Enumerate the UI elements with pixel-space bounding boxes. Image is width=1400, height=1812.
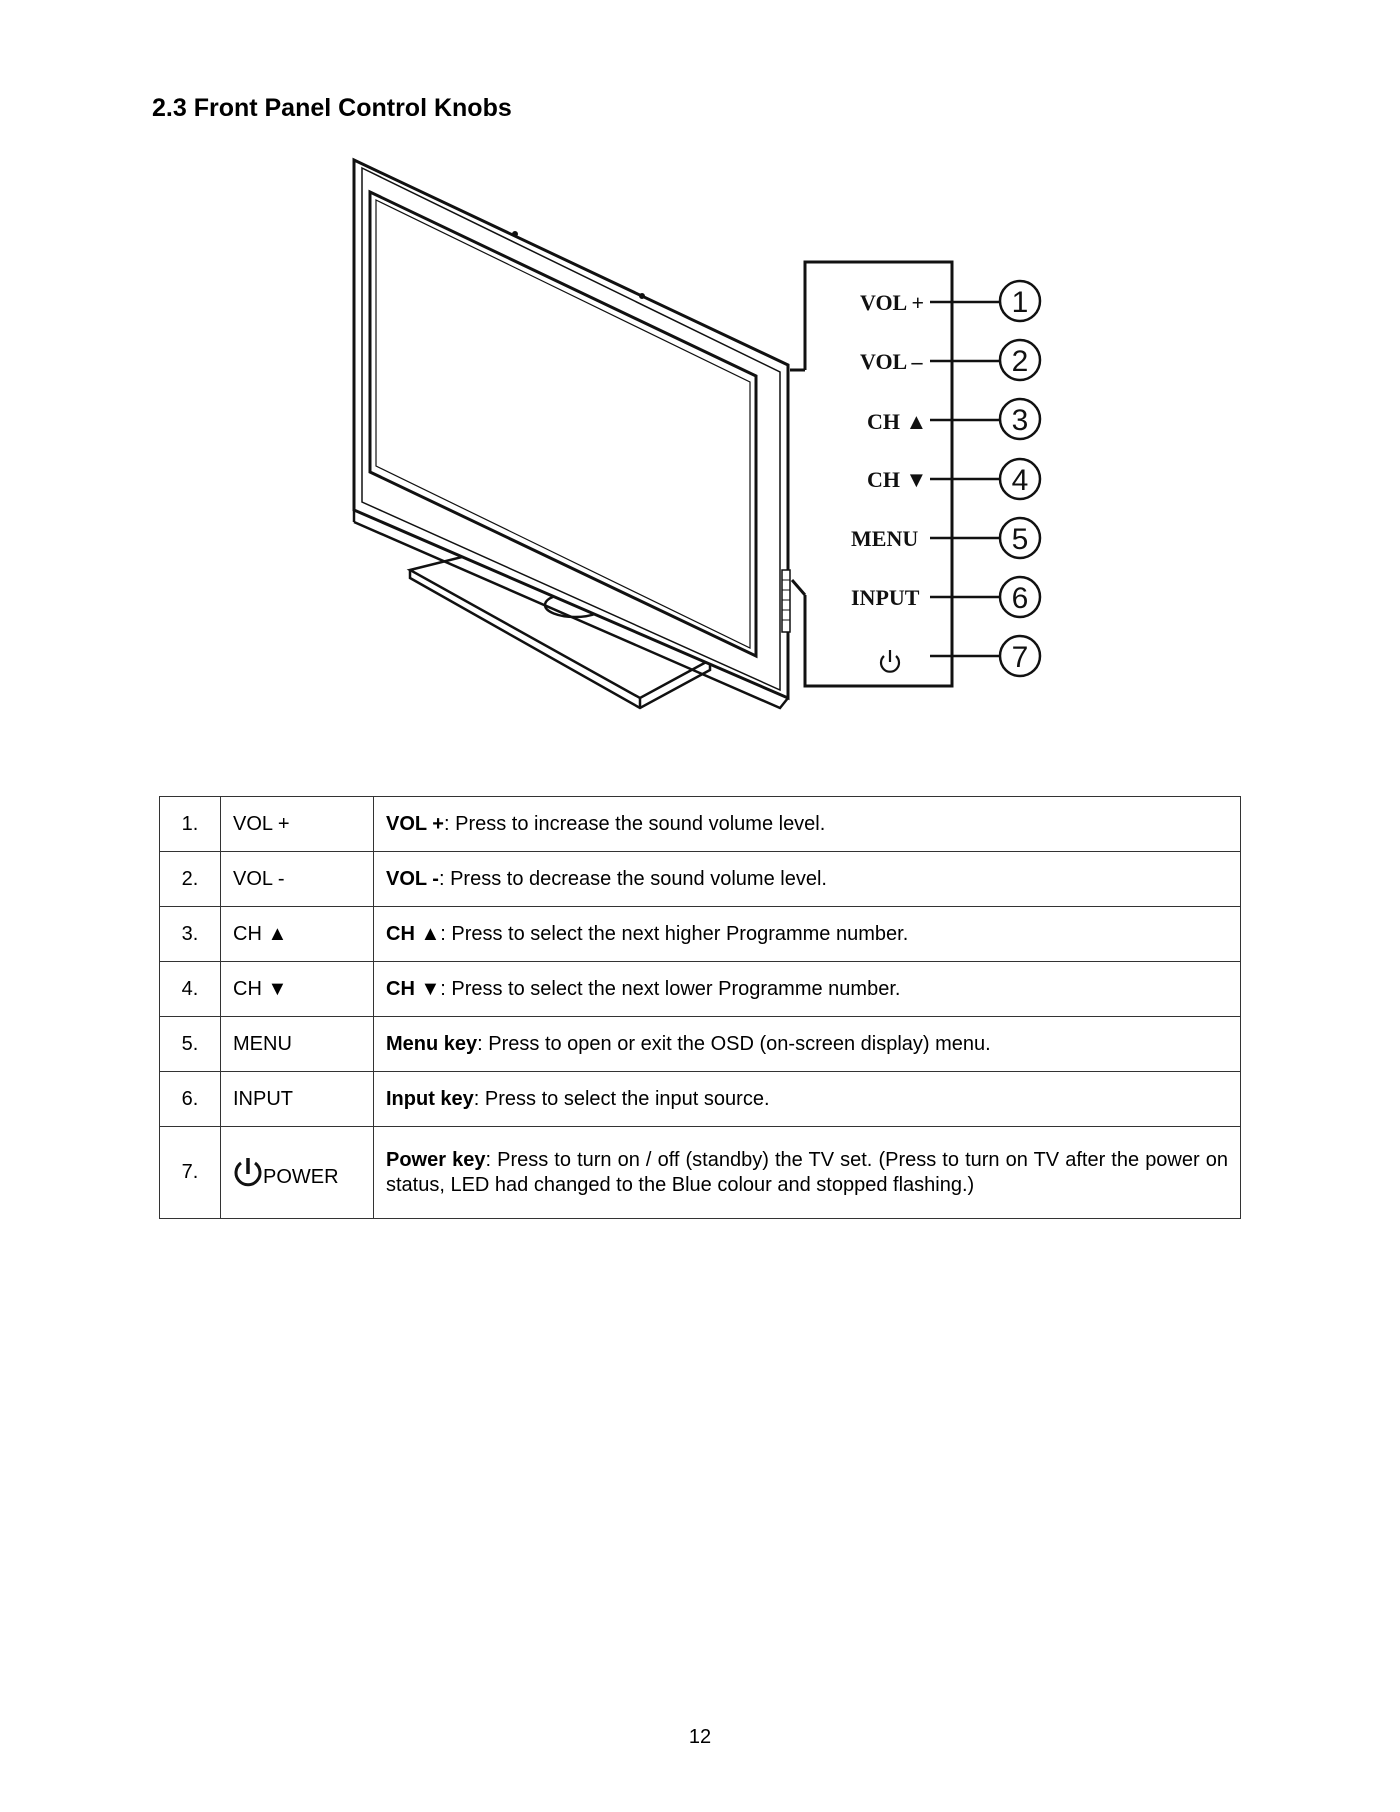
description-key: CH ▲ bbox=[386, 922, 441, 945]
callout-3: 3 bbox=[1011, 404, 1029, 437]
panel-label-vol-plus: VOL + bbox=[860, 290, 925, 315]
panel-label-input: INPUT bbox=[851, 585, 920, 610]
row-key: MENU bbox=[221, 1017, 374, 1072]
table-row bbox=[160, 797, 1241, 852]
page-title: 2.3 Front Panel Control Knobs bbox=[152, 94, 512, 122]
description-text: : Press to select the next lower Programme number. bbox=[440, 977, 901, 1000]
row-description bbox=[374, 1127, 1241, 1219]
row-description bbox=[374, 1017, 1241, 1072]
panel-label-menu: MENU bbox=[851, 526, 919, 551]
panel-power-icon bbox=[881, 650, 899, 672]
row-number: 4. bbox=[160, 962, 221, 1017]
description-text: : Press to select the next higher Programme number. bbox=[440, 922, 909, 945]
callout-6: 6 bbox=[1011, 582, 1029, 615]
description-key: VOL - bbox=[386, 867, 439, 890]
description-key: CH ▼ bbox=[386, 977, 441, 1000]
description-key: Menu key bbox=[386, 1032, 478, 1055]
description-key: Input key bbox=[386, 1087, 474, 1110]
table-row bbox=[160, 907, 1241, 962]
callout-7: 7 bbox=[1011, 641, 1029, 674]
table-row bbox=[160, 1017, 1241, 1072]
row-key: VOL - bbox=[221, 852, 374, 907]
callout-1: 1 bbox=[1011, 286, 1029, 319]
description-key: Power key bbox=[386, 1148, 486, 1171]
row-description bbox=[374, 907, 1241, 962]
callout-4: 4 bbox=[1011, 464, 1029, 497]
row-key: CH ▼ bbox=[221, 962, 374, 1017]
callout-5: 5 bbox=[1011, 523, 1029, 556]
row-description bbox=[374, 852, 1241, 907]
description-text: : Press to decrease the sound volume level. bbox=[438, 867, 827, 890]
panel-label-vol-minus: VOL – bbox=[860, 349, 923, 374]
page-number: 12 bbox=[688, 1726, 712, 1748]
callout-leaders bbox=[930, 302, 999, 656]
row-number: 5. bbox=[160, 1017, 221, 1072]
tv-front-panel-figure bbox=[340, 150, 1070, 710]
row-key: INPUT bbox=[221, 1072, 374, 1127]
row-number: 7. bbox=[160, 1127, 221, 1219]
row-description bbox=[374, 962, 1241, 1017]
description-key: VOL + bbox=[386, 812, 444, 835]
row-key: CH ▲ bbox=[221, 907, 374, 962]
description-text: : Press to increase the sound volume level. bbox=[444, 812, 826, 835]
row-description bbox=[374, 797, 1241, 852]
table-row bbox=[160, 962, 1241, 1017]
description-text: : Press to turn on / off (standby) the TV set. (Press to turn on TV after the power on status, LED had changed to the Blue colour and stopped flashing.) bbox=[386, 1148, 1228, 1196]
row-number: 1. bbox=[160, 797, 221, 852]
panel-label-ch-up: CH ▲ bbox=[867, 409, 928, 434]
row-number: 2. bbox=[160, 852, 221, 907]
power-icon bbox=[233, 1157, 263, 1189]
table-row bbox=[160, 1127, 1241, 1219]
callout-2: 2 bbox=[1011, 345, 1029, 378]
row-number: 3. bbox=[160, 907, 221, 962]
tv-illustration bbox=[340, 150, 1070, 710]
row-number: 6. bbox=[160, 1072, 221, 1127]
panel-label-ch-down: CH ▼ bbox=[867, 467, 928, 492]
table-row bbox=[160, 1072, 1241, 1127]
description-text: : Press to open or exit the OSD (on-screen display) menu. bbox=[477, 1032, 991, 1055]
power-key-label: POWER bbox=[263, 1165, 339, 1188]
row-description bbox=[374, 1072, 1241, 1127]
row-key: VOL + bbox=[221, 797, 374, 852]
table-row bbox=[160, 852, 1241, 907]
controls-table bbox=[159, 796, 1241, 1219]
row-key-power bbox=[221, 1127, 374, 1219]
description-text: : Press to select the input source. bbox=[473, 1087, 770, 1110]
